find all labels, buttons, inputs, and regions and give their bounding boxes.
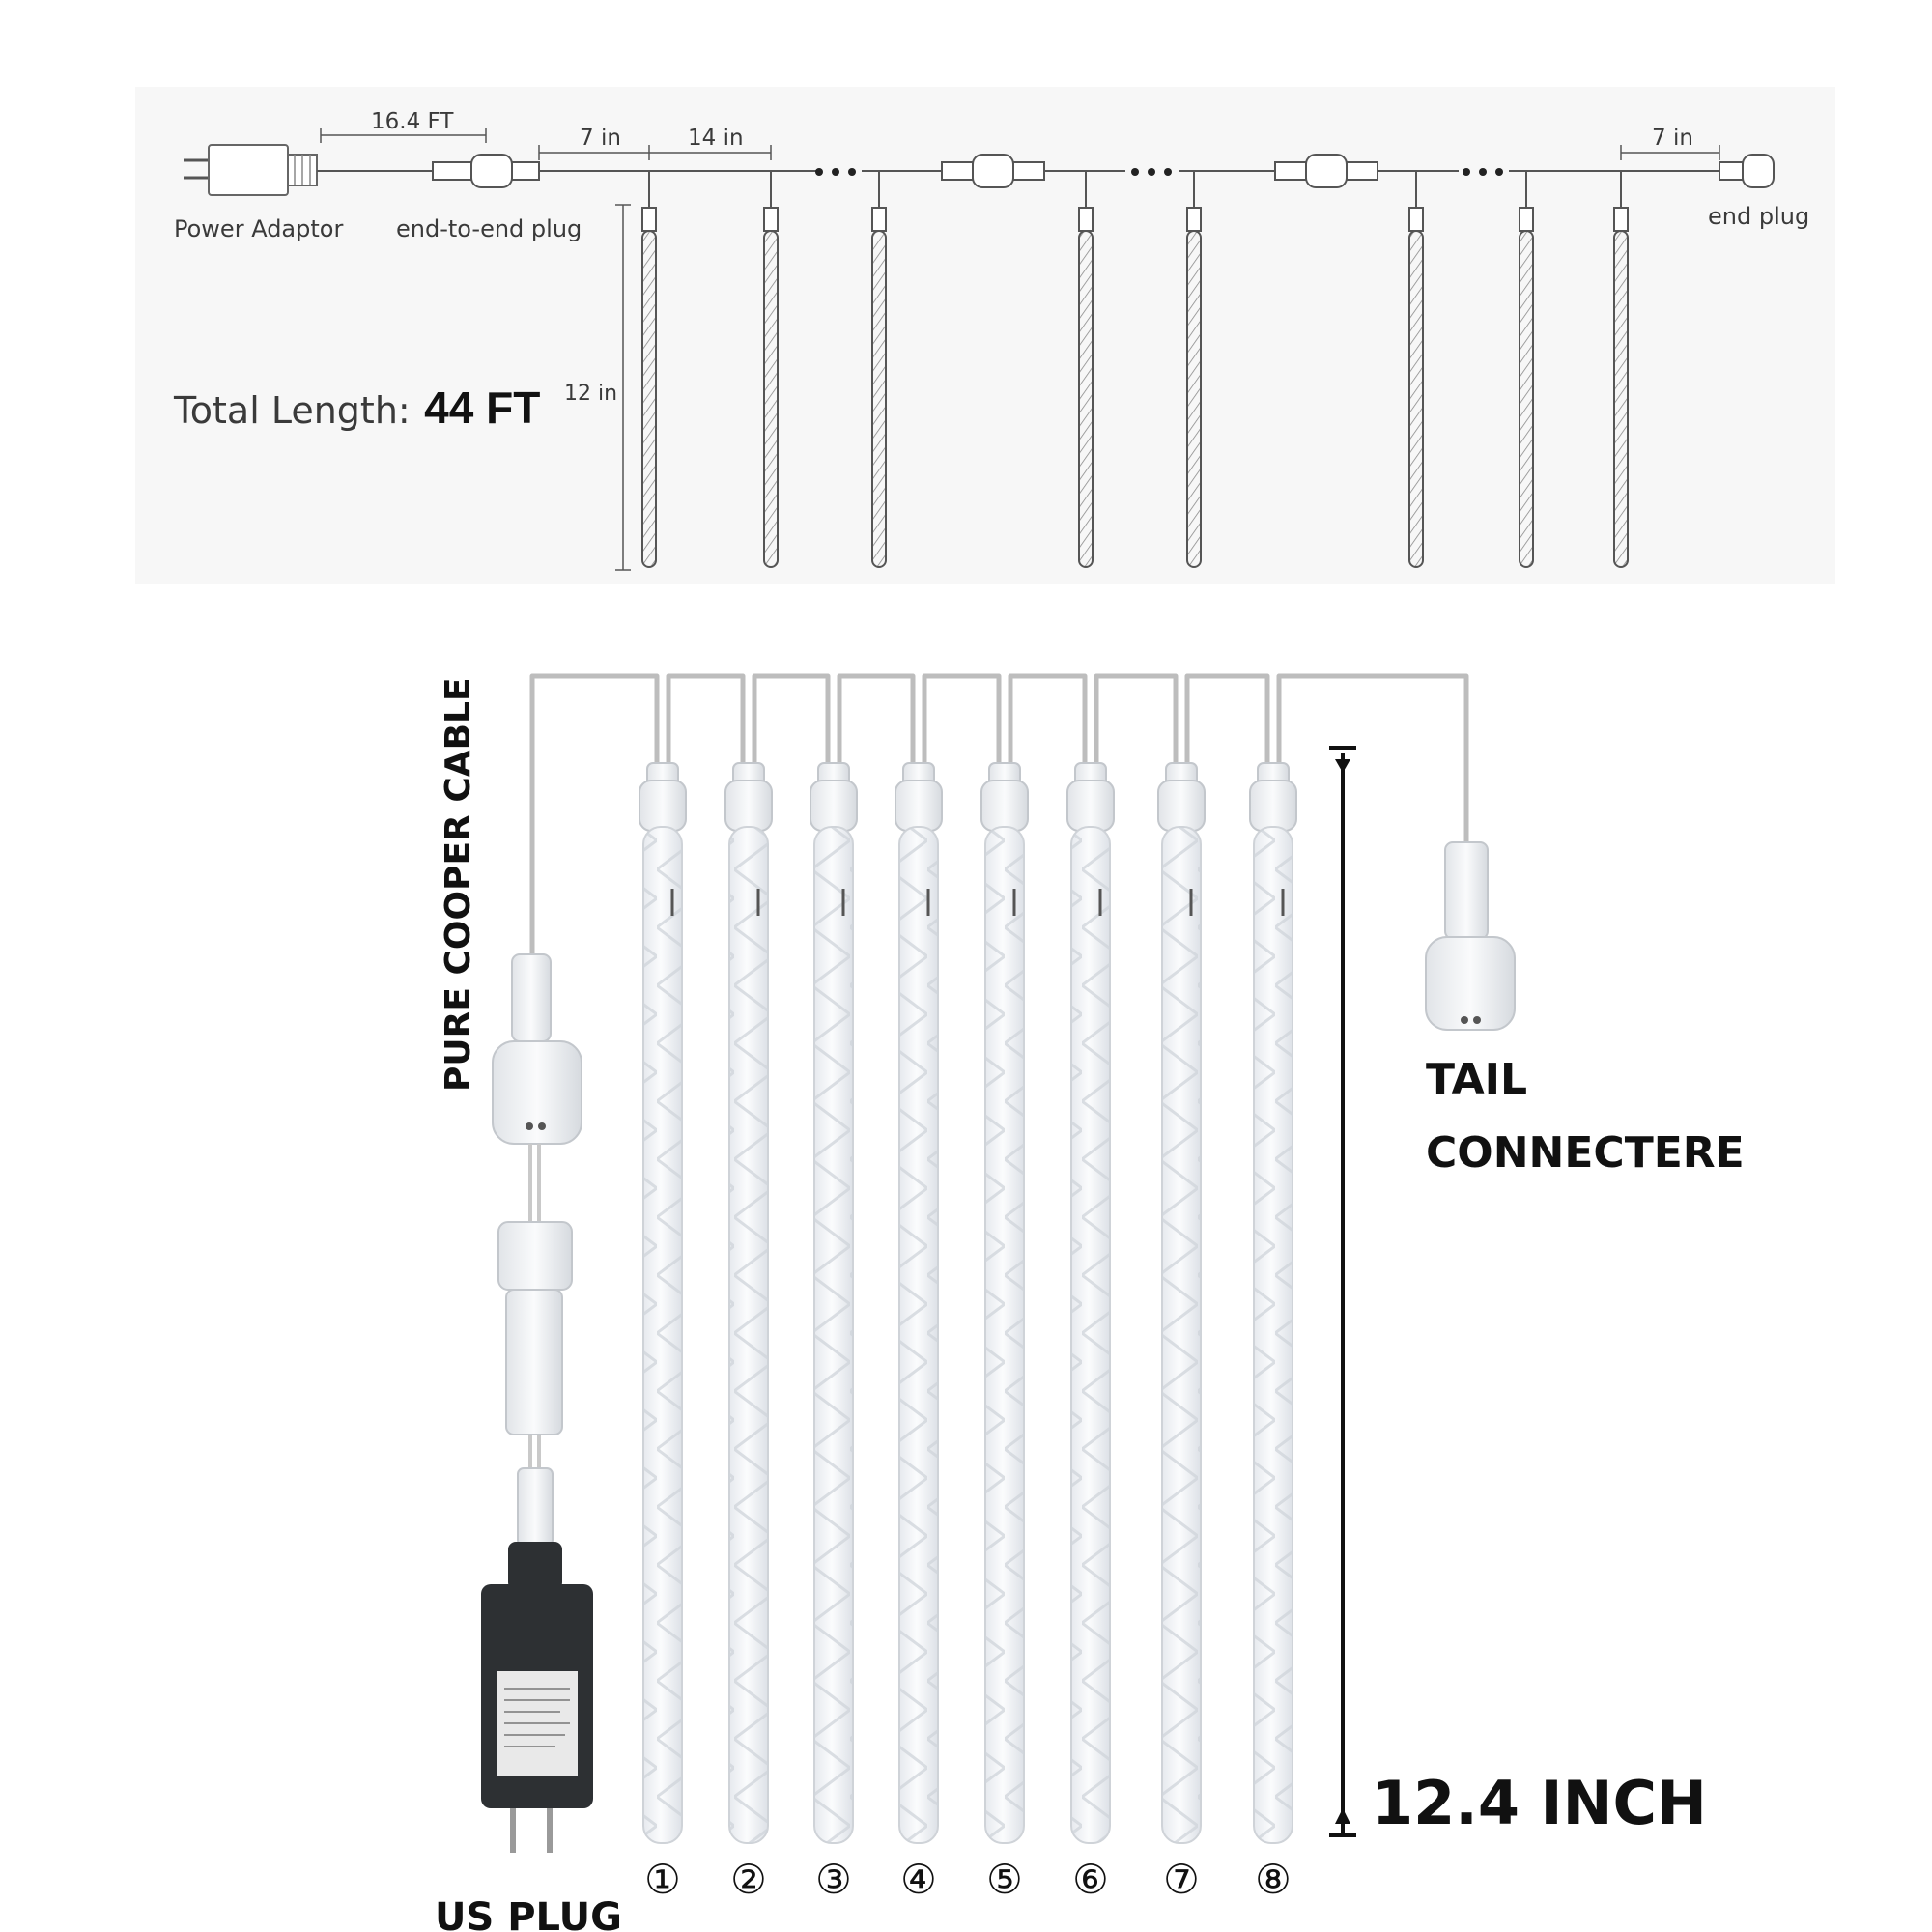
product-photo-illustration (435, 676, 1745, 1932)
height-label: 12.4 INCH (1372, 1768, 1707, 1838)
meteor-tube (895, 763, 942, 1843)
tube-length-label: 12 in (564, 382, 618, 406)
pure-cooper-cable-label: PURE COOPER CABLE (439, 677, 478, 1092)
tail-connector (1426, 842, 1515, 1030)
end-plug-label: end plug (1708, 203, 1810, 230)
schematic-tube (642, 172, 656, 567)
total-length-prefix: Total Length: (174, 389, 411, 432)
gap-end-label: 7 in (1652, 126, 1693, 151)
meteor-tube (810, 763, 857, 1843)
meteor-tubes (639, 763, 1296, 1843)
wire-segment (1010, 676, 1085, 773)
wire-segment (1187, 676, 1267, 773)
meteor-tube (1067, 763, 1114, 1843)
wire-segment (924, 676, 999, 773)
tail-label-line1: TAIL (1426, 1055, 1528, 1104)
schematic-tube (764, 172, 778, 567)
tube-number-label: ③ (815, 1856, 852, 1903)
schematic-tube (1187, 172, 1201, 567)
tube-numbers (644, 1856, 1292, 1903)
total-length-label (173, 383, 540, 433)
tube-number-label: ⑧ (1255, 1856, 1292, 1903)
end-to-end-plug-label: end-to-end plug (396, 215, 582, 242)
wire-segment (1096, 676, 1176, 773)
schematic-tube (1614, 172, 1628, 567)
power-adaptor-label: Power Adaptor (174, 215, 344, 242)
tail-label-line2: CONNECTERE (1426, 1128, 1745, 1178)
wire-segment (668, 676, 743, 773)
meteor-tube (1250, 763, 1296, 1843)
input-connector (493, 676, 582, 1546)
wire-segment (1279, 676, 1466, 842)
meteor-tube (981, 763, 1028, 1843)
schematic-tube (1520, 172, 1533, 567)
tube-number-label: ④ (900, 1856, 937, 1903)
height-dimension-arrow (1329, 748, 1356, 1835)
tube-number-label: ① (644, 1856, 681, 1903)
meteor-tube (1158, 763, 1205, 1843)
schematic-tube (1079, 172, 1093, 567)
schematic-tube (1409, 172, 1423, 567)
gap-between-label: 14 in (688, 126, 744, 151)
tube-number-label: ⑤ (986, 1856, 1023, 1903)
schematic-tube (872, 172, 886, 567)
tube-number-label: ⑥ (1072, 1856, 1109, 1903)
us-plug-adapter (481, 1542, 593, 1853)
total-length-value: 44 FT (424, 383, 541, 433)
wire-segment (754, 676, 828, 773)
wire-segment (532, 676, 657, 773)
wire-segment (839, 676, 913, 773)
us-plug-label: US PLUG (435, 1895, 622, 1932)
gap-first-label: 7 in (580, 126, 621, 151)
tube-number-label: ② (730, 1856, 767, 1903)
cable-length-label: 16.4 FT (371, 109, 454, 134)
tube-number-label: ⑦ (1163, 1856, 1200, 1903)
meteor-tube (725, 763, 772, 1843)
top-schematic (135, 87, 1835, 584)
meteor-tube (639, 763, 686, 1843)
